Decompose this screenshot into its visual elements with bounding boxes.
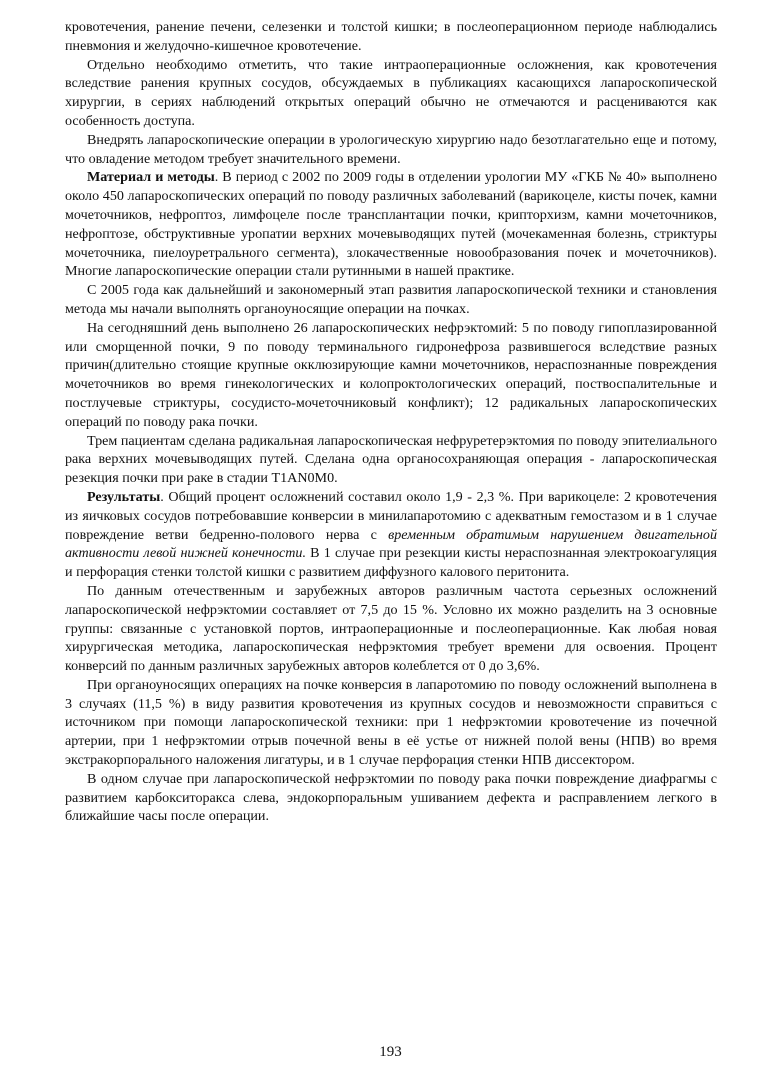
paragraph-5: С 2005 года как дальнейший и закономерный этап развития лапароскопической техники и становления метода мы начали выполнять органоуносящие операции на почках.: [65, 282, 717, 317]
paragraph-11: В одном случае при лапароскопической нефрэктомии по поводу рака почки повреждение диафрагмы с развитием карбокситоракса слева, эндокорпоральным ушиванием дефекта и расправлением легкого в ближайшие часы после операции.: [65, 770, 717, 825]
paragraph-3: Внедрять лапароскопические операции в урологическую хирургию надо безотлагательно еще и потому, что овладение методом требует значительного времени.: [65, 131, 717, 167]
paragraph-8-text: . Общий процент осложнений составил около 1,9 - 2,3 %. При варикоцеле: 2 кровотечения из яичковых сосудов потребовавшие конверсии в минилапаротомию с адекватным гемостазом и в 1 случае повреждение ветви бедренно-полового нерва с: [65, 488, 717, 543]
paragraph-7: Трем пациентам сделана радикальная лапароскопическая нефруретерэктомия по поводу эпителиального рака верхних мочевыводящих путей. Сделана одна органосохраняющая операция - лапароскопическая резекция почки при раке в стадии T1AN0M0.: [65, 432, 717, 487]
page-number: 193: [379, 1044, 402, 1060]
paragraph-6: На сегодняшний день выполнено 26 лапароскопических нефрэктомий: 5 по поводу гипоплазированной или сморщенной почки, 9 по поводу терминального гидронефроза развившегося вследствие разных причин(длительно стоящие крупные окклюзирующие камни мочеточников, нераспознанные повреждения мочеточников во время гинекологических и колопроктологических операций, поствоспалительные и постлучевые стриктуры, сосудисто-мочеточниковый конфликт); 12 радикальных лапароскопических операций по поводу рака почки.: [65, 319, 717, 430]
paragraph-1: кровотечения, ранение печени, селезенки и толстой кишки; в послеоперационном периоде наблюдались пневмония и желудочно-кишечное кровотечение.: [65, 19, 717, 54]
paragraph-8-italic-text: временным обратимым нарушением двигательной активности левой нижней конечности.: [65, 526, 717, 562]
paragraph-10: При органоуносящих операциях на почке конверсия в лапаротомию по поводу осложнений выполнена в 3 случаях (11,5 %) в виду развития кровотечения из крупных сосудов и невозможности справиться с источником при помощи лапароскопической техники: при 1 нефрэктомии кровотечение из почечной артерии, при 1 нефрэктомии отрыв почечной вены в её устье от нижней полой вены (НПВ) во время экстракорпорального наложения лигатуры, и в 1 случае перфорация стенки НПВ диссектором.: [65, 676, 717, 769]
paragraph-9: По данным отечественным и зарубежных авторов различным частота серьезных осложнений лапароскопической нефрэктомии составляет от 7,5 до 15 %. Условно их можно разделить на 3 основные группы: связанные с установкой портов, интраоперационные и послеоперационные. Как любая новая хирургическая методика, лапароскопическая нефрэктомия требует времени для освоения. Процент конверсий по данным различных зарубежных авторов колеблется от 0 до 3,6%.: [65, 582, 717, 675]
document-body: [65, 18, 717, 826]
paragraph-8-tail-text: В 1 случае при резекции кисты нераспознанная электрокоагуляция и перфорация стенки толстой кишки с развитием диффузного калового перитонита.: [65, 545, 717, 581]
paragraph-4: [65, 168, 717, 281]
section-heading-materials: Материал и методы: [87, 169, 215, 186]
paragraph-4-text: . В период с 2002 по 2009 годы в отделении урологии МУ «ГКБ № 40» выполнено около 450 лапароскопических операций по поводу различных заболеваний (варикоцеле, кисты почек, камни мочеточников, нефроптоз, лимфоцеле после трансплантации почки, крипторхизм, камни мочеточников, нефроптозе, обструктивные уропатии верхних мочевыводящих путей (мочекаменная болезнь, стриктуры мочеточника, пиелоуретрального сегмента), злокачественные новообразования почек и мочеточников). Многие лапароскопические операции стали рутинными в нашей практике.: [65, 169, 718, 280]
paragraph-8: [65, 488, 717, 582]
paragraph-2: Отдельно необходимо отметить, что такие интраоперационные осложнения, как кровотечения вследствие ранения крупных сосудов, обсуждаемых в публикациях касающихся лапароскопической хирургии, в сериях наблюдений открытых операций обычно не отмечаются и расцениваются как особенность доступа.: [65, 56, 717, 129]
section-heading-results: Результаты: [87, 488, 161, 505]
